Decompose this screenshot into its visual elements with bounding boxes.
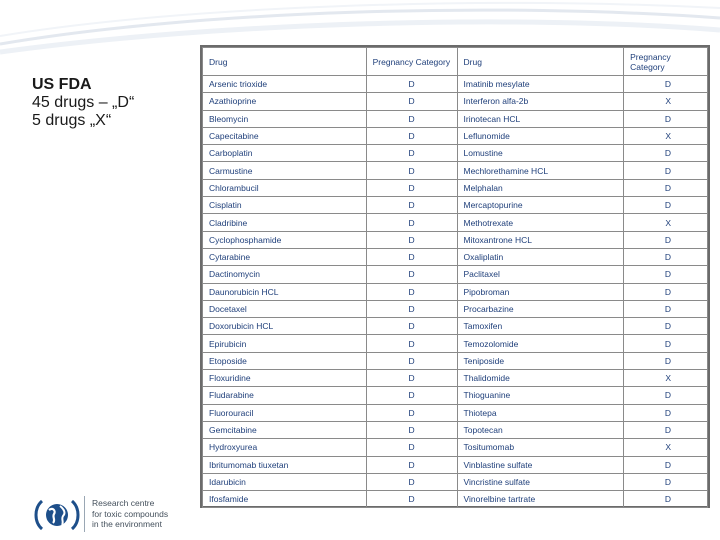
table-row xyxy=(203,197,708,214)
pregnancy-category-cell: D xyxy=(366,197,457,214)
pregnancy-category-cell: D xyxy=(624,76,708,93)
pregnancy-category-cell: D xyxy=(624,318,708,335)
pregnancy-category-cell: D xyxy=(366,352,457,369)
drug-name-cell: Idarubicin xyxy=(203,473,367,490)
pregnancy-category-cell: X xyxy=(624,214,708,231)
pregnancy-category-cell: D xyxy=(366,93,457,110)
drug-name-cell: Doxorubicin HCL xyxy=(203,318,367,335)
pregnancy-category-cell: D xyxy=(624,283,708,300)
table-row xyxy=(203,145,708,162)
title-line-3: 5 drugs „X“ xyxy=(32,112,112,129)
table-row xyxy=(203,300,708,317)
pregnancy-category-cell: D xyxy=(366,300,457,317)
pregnancy-category-cell: D xyxy=(366,439,457,456)
drug-name-cell: Cyclophosphamide xyxy=(203,231,367,248)
drug-name-cell: Melphalan xyxy=(457,179,624,196)
drug-name-cell: Tamoxifen xyxy=(457,318,624,335)
globe-logo-icon xyxy=(34,496,80,534)
table-row xyxy=(203,318,708,335)
pregnancy-category-cell: D xyxy=(624,162,708,179)
pregnancy-category-cell: D xyxy=(624,231,708,248)
header-drug-1: Drug xyxy=(203,48,367,76)
pregnancy-category-cell: D xyxy=(366,248,457,265)
table-row xyxy=(203,421,708,438)
drug-name-cell: Pipobroman xyxy=(457,283,624,300)
pregnancy-category-cell: D xyxy=(624,335,708,352)
pregnancy-category-cell: D xyxy=(624,266,708,283)
drug-name-cell: Teniposide xyxy=(457,352,624,369)
table-row xyxy=(203,93,708,110)
table-row xyxy=(203,214,708,231)
table-row xyxy=(203,162,708,179)
table-row xyxy=(203,266,708,283)
drug-name-cell: Oxaliplatin xyxy=(457,248,624,265)
pregnancy-category-cell: D xyxy=(624,145,708,162)
pregnancy-category-cell: D xyxy=(624,491,708,508)
pregnancy-category-cell: D xyxy=(366,179,457,196)
drug-name-cell: Ibritumomab tiuxetan xyxy=(203,456,367,473)
pregnancy-category-cell: D xyxy=(366,335,457,352)
drug-pregnancy-table xyxy=(202,47,708,508)
header-category-1: Pregnancy Category xyxy=(366,48,457,76)
drug-name-cell: Topotecan xyxy=(457,421,624,438)
table-row xyxy=(203,473,708,490)
drug-name-cell: Cytarabine xyxy=(203,248,367,265)
pregnancy-category-cell: D xyxy=(624,300,708,317)
table-row xyxy=(203,248,708,265)
pregnancy-category-cell: D xyxy=(624,110,708,127)
pregnancy-category-cell: D xyxy=(624,248,708,265)
pregnancy-category-cell: D xyxy=(366,110,457,127)
drug-name-cell: Fludarabine xyxy=(203,387,367,404)
pregnancy-category-cell: D xyxy=(624,387,708,404)
drug-name-cell: Azathioprine xyxy=(203,93,367,110)
drug-name-cell: Floxuridine xyxy=(203,370,367,387)
drug-name-cell: Tositumomab xyxy=(457,439,624,456)
pregnancy-category-cell: D xyxy=(366,404,457,421)
pregnancy-category-cell: D xyxy=(624,473,708,490)
logo-text xyxy=(92,498,168,530)
logo-divider xyxy=(84,496,85,532)
drug-name-cell: Cisplatin xyxy=(203,197,367,214)
pregnancy-category-cell: D xyxy=(624,421,708,438)
table-row xyxy=(203,76,708,93)
header-category-2: Pregnancy Category xyxy=(624,48,708,76)
pregnancy-category-cell: D xyxy=(366,473,457,490)
drug-name-cell: Leflunomide xyxy=(457,127,624,144)
pregnancy-category-cell: D xyxy=(624,179,708,196)
drug-name-cell: Lomustine xyxy=(457,145,624,162)
table-row xyxy=(203,456,708,473)
drug-name-cell: Fluorouracil xyxy=(203,404,367,421)
pregnancy-category-cell: D xyxy=(366,231,457,248)
pregnancy-category-cell: D xyxy=(366,162,457,179)
table-row xyxy=(203,387,708,404)
table-row xyxy=(203,491,708,508)
drug-name-cell: Mercaptopurine xyxy=(457,197,624,214)
drug-name-cell: Paclitaxel xyxy=(457,266,624,283)
title-line-1: US FDA xyxy=(32,76,92,93)
table-row xyxy=(203,127,708,144)
drug-name-cell: Dactinomycin xyxy=(203,266,367,283)
pregnancy-category-cell: D xyxy=(366,421,457,438)
pregnancy-category-cell: D xyxy=(366,214,457,231)
pregnancy-category-cell: X xyxy=(624,127,708,144)
drug-table-frame xyxy=(200,45,710,508)
drug-name-cell: Mitoxantrone HCL xyxy=(457,231,624,248)
pregnancy-category-cell: D xyxy=(366,283,457,300)
drug-name-cell: Thioguanine xyxy=(457,387,624,404)
table-row xyxy=(203,404,708,421)
table-row xyxy=(203,439,708,456)
drug-name-cell: Procarbazine xyxy=(457,300,624,317)
drug-name-cell: Mechlorethamine HCL xyxy=(457,162,624,179)
pregnancy-category-cell: X xyxy=(624,93,708,110)
pregnancy-category-cell: D xyxy=(366,491,457,508)
drug-name-cell: Hydroxyurea xyxy=(203,439,367,456)
pregnancy-category-cell: D xyxy=(624,352,708,369)
pregnancy-category-cell: D xyxy=(366,370,457,387)
pregnancy-category-cell: D xyxy=(624,456,708,473)
pregnancy-category-cell: D xyxy=(366,266,457,283)
logo-line-2: for toxic compounds xyxy=(92,508,169,519)
table-row xyxy=(203,179,708,196)
table-row xyxy=(203,335,708,352)
drug-name-cell: Capecitabine xyxy=(203,127,367,144)
drug-name-cell: Daunorubicin HCL xyxy=(203,283,367,300)
drug-name-cell: Ifosfamide xyxy=(203,491,367,508)
table-body xyxy=(203,76,708,508)
drug-name-cell: Chlorambucil xyxy=(203,179,367,196)
header-drug-2: Drug xyxy=(457,48,624,76)
pregnancy-category-cell: D xyxy=(624,197,708,214)
table-row xyxy=(203,352,708,369)
drug-name-cell: Vincristine sulfate xyxy=(457,473,624,490)
drug-name-cell: Vinorelbine tartrate xyxy=(457,491,624,508)
drug-name-cell: Irinotecan HCL xyxy=(457,110,624,127)
drug-name-cell: Gemcitabine xyxy=(203,421,367,438)
slide-title xyxy=(32,76,134,130)
pregnancy-category-cell: D xyxy=(366,127,457,144)
pregnancy-category-cell: D xyxy=(624,404,708,421)
table-row xyxy=(203,110,708,127)
table-header-row xyxy=(203,48,708,76)
pregnancy-category-cell: X xyxy=(624,439,708,456)
pregnancy-category-cell: X xyxy=(624,370,708,387)
logo-line-3: in the environment xyxy=(92,519,162,529)
drug-name-cell: Epirubicin xyxy=(203,335,367,352)
drug-name-cell: Carmustine xyxy=(203,162,367,179)
pregnancy-category-cell: D xyxy=(366,76,457,93)
logo-line-1: Research centre xyxy=(92,498,155,508)
drug-name-cell: Imatinib mesylate xyxy=(457,76,624,93)
drug-name-cell: Thiotepa xyxy=(457,404,624,421)
title-line-2: 45 drugs – „D“ xyxy=(32,94,135,111)
drug-name-cell: Temozolomide xyxy=(457,335,624,352)
drug-name-cell: Bleomycin xyxy=(203,110,367,127)
pregnancy-category-cell: D xyxy=(366,387,457,404)
drug-name-cell: Etoposide xyxy=(203,352,367,369)
drug-name-cell: Carboplatin xyxy=(203,145,367,162)
drug-name-cell: Docetaxel xyxy=(203,300,367,317)
drug-name-cell: Vinblastine sulfate xyxy=(457,456,624,473)
table-row xyxy=(203,283,708,300)
drug-name-cell: Thalidomide xyxy=(457,370,624,387)
pregnancy-category-cell: D xyxy=(366,456,457,473)
table-row xyxy=(203,370,708,387)
drug-name-cell: Cladribine xyxy=(203,214,367,231)
research-centre-logo xyxy=(34,494,234,536)
pregnancy-category-cell: D xyxy=(366,145,457,162)
drug-name-cell: Arsenic trioxide xyxy=(203,76,367,93)
table-row xyxy=(203,231,708,248)
pregnancy-category-cell: D xyxy=(366,318,457,335)
drug-name-cell: Interferon alfa-2b xyxy=(457,93,624,110)
drug-name-cell: Methotrexate xyxy=(457,214,624,231)
